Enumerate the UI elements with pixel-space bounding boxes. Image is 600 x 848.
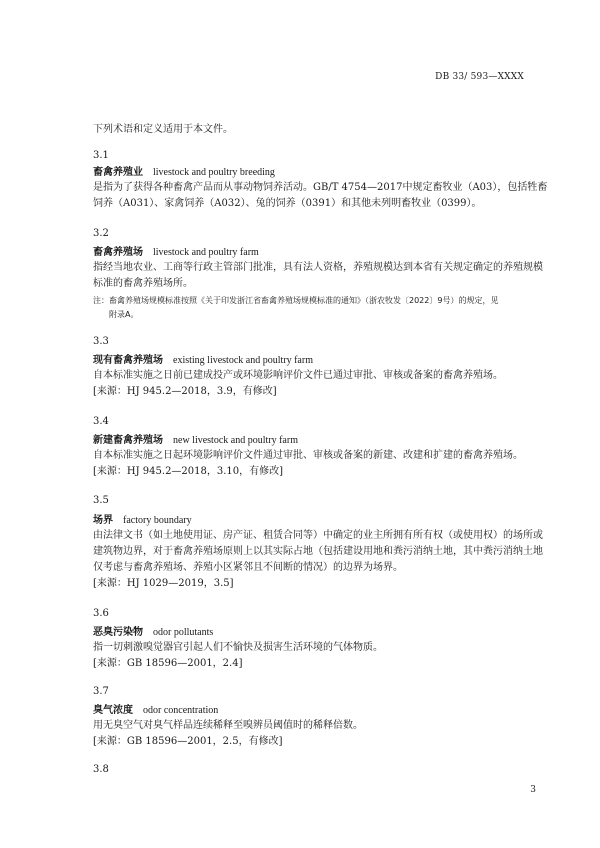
term-title <box>93 434 548 448</box>
term-source: [来源：HJ 945.2—2018，3.10，有修改] <box>93 466 284 477</box>
term-entry <box>93 514 548 592</box>
clause-number: 3.2 <box>93 228 109 239</box>
term-definition: 自本标准实施之日起环境影响评价文件通过审批、审核或备案的新建、改建和扩建的畜禽养殖场。 <box>93 450 523 461</box>
term-definition: 指一切刺激嗅觉器官引起人们不愉快及损害生活环境的气体物质。 <box>93 642 383 653</box>
term-definition: 是指为了获得各种畜禽产品而从事动物饲养活动。GB/T 4754—2017中规定畜牧业（A03），包括牲畜饲养（A031）、家禽饲养（A032）、兔的饲养（0391）和其他未列明畜牧业（0399）。 <box>93 182 548 209</box>
document-code: DB 33/ 593—XXXX <box>435 72 524 82</box>
term-source: [来源：GB 18596—2001，2.5，有修改] <box>93 736 283 747</box>
intro-text: 下列术语和定义适用于本文件。 <box>93 124 233 135</box>
term-title <box>93 246 548 260</box>
term-entry <box>93 704 548 750</box>
clause-number: 3.4 <box>93 416 109 427</box>
term-entry <box>93 434 548 480</box>
term-source: [来源：GB 18596—2001，2.4] <box>93 658 243 669</box>
term-title <box>93 704 548 718</box>
term-source: [来源：HJ 945.2—2018，3.9，有修改] <box>93 386 277 397</box>
clause-number: 3.3 <box>93 336 109 347</box>
term-title <box>93 514 548 528</box>
term-zh: 臭气浓度 <box>93 705 133 716</box>
term-definition: 指经当地农业、工商等行政主管部门批准，具有法人资格，养殖规模达到本省有关规定确定的养殖规模标准的畜禽养殖场所。 <box>93 262 543 289</box>
note-text-continued: 附录A。 <box>109 310 139 319</box>
term-definition: 用无臭空气对臭气样品连续稀释至嗅辨员阈值时的稀释倍数。 <box>93 720 363 731</box>
clause-number: 3.8 <box>93 764 109 775</box>
term-definition: 自本标准实施之日前已建成投产或环境影响评价文件已通过审批、审核或备案的畜禽养殖场。 <box>93 370 503 381</box>
term-en: factory boundary <box>123 515 192 526</box>
term-zh: 新建畜禽养殖场 <box>93 435 163 446</box>
page-number: 3 <box>530 785 536 795</box>
term-zh: 畜禽养殖业 <box>93 167 143 178</box>
term-zh: 场界 <box>93 515 113 526</box>
term-definition: 由法律文书（如土地使用证、房产证、租赁合同等）中确定的业主所拥有所有权（或使用权）的场所或建筑物边界，对于畜禽养殖场原则上以其实际占地（包括建设用地和粪污消纳土地，其中粪污消纳土地仅考虑与畜禽养殖场、养殖小区紧邻且不间断的情况）的边界为场界。 <box>93 530 543 573</box>
term-en: new livestock and poultry farm <box>173 435 298 446</box>
term-note <box>93 294 553 322</box>
term-entry <box>93 166 548 212</box>
clause-number: 3.6 <box>93 608 109 619</box>
term-title <box>93 166 548 180</box>
term-zh: 现有畜禽养殖场 <box>93 355 163 366</box>
term-source: [来源：HJ 1029—2019，3.5] <box>93 578 234 589</box>
term-en: odor concentration <box>143 705 219 716</box>
clause-number: 3.5 <box>93 495 109 506</box>
clause-number: 3.1 <box>93 150 109 161</box>
term-en: odor pollutants <box>153 627 214 638</box>
term-title <box>93 626 548 640</box>
term-title <box>93 354 548 368</box>
term-zh: 恶臭污染物 <box>93 627 143 638</box>
term-en: existing livestock and poultry farm <box>173 355 313 366</box>
term-entry <box>93 246 548 292</box>
term-en: livestock and poultry breeding <box>153 167 275 178</box>
term-entry <box>93 626 548 672</box>
term-entry <box>93 354 548 400</box>
term-en: livestock and poultry farm <box>153 247 259 258</box>
note-text: 注：畜禽养殖场规模标准按照《关于印发浙江省畜禽养殖场规模标准的通知》（浙农牧发〔2022〕9号）的规定，见 <box>93 296 499 305</box>
clause-number: 3.7 <box>93 686 109 697</box>
term-zh: 畜禽养殖场 <box>93 247 143 258</box>
